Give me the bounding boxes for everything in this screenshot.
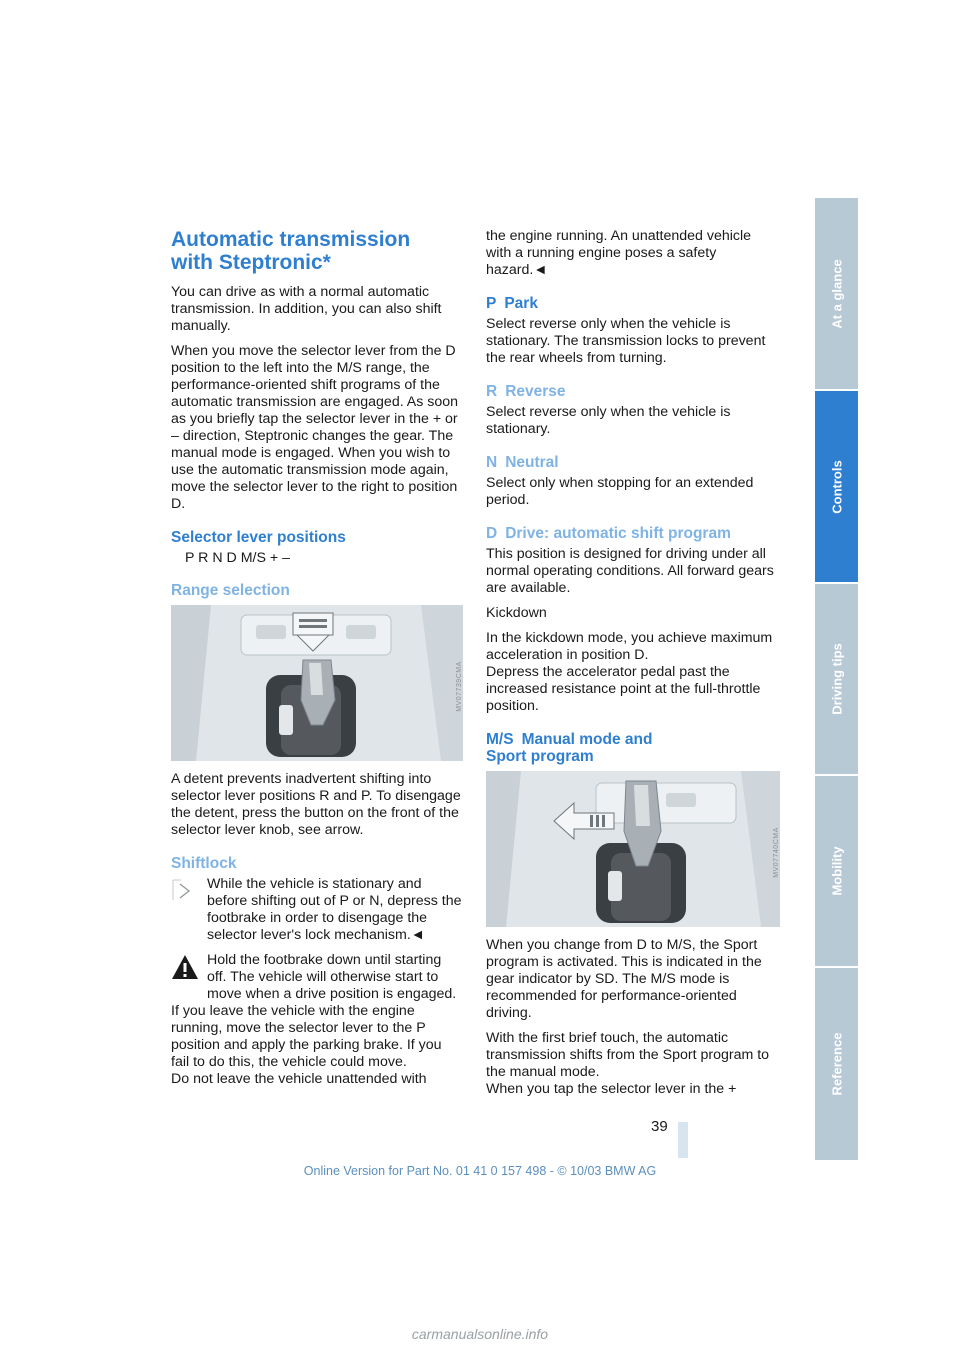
side-tab-label: Reference [829,1032,844,1096]
selector-positions-heading: Selector lever positions [171,529,346,546]
page-number: 39 [651,1118,668,1135]
range-selection-heading: Range selection [171,582,290,599]
reverse-paragraph: Select reverse only when the vehicle is stationary. [486,404,731,437]
side-tab-controls[interactable] [815,391,858,584]
side-tab-mobility[interactable] [815,776,858,968]
selector-lever-manual-illustration [486,771,780,927]
selector-description: When you move the selector lever from the D position to the left into the M/S range, the performance-oriented shift programs of the automatic transmission are engaged. As soon as you briefly tap the selector lever in the + or – direction, Steptronic changes the gear. The manual mode is engaged. When you wish to use the automatic transmission mode again, move the selector lever to the right to position D. [171,343,459,512]
photo-code: MV07739CMA [456,661,463,712]
continued-warning: the engine running. An unattended vehicle with a running engine poses a safety hazard.◄ [486,228,752,278]
manual-mode-photo [486,771,780,927]
park-heading: P Park [486,295,538,312]
side-tab-label: At a glance [829,258,844,329]
right-column [486,228,778,1106]
shiftlock-heading: Shiftlock [171,855,237,872]
drive-paragraph: This position is designed for driving under all normal operating conditions. All forward gears are available. [486,546,774,596]
warning-note: Hold the footbrake down until starting off. The vehicle will otherwise start to move when a drive position is engaged. If you leave the vehicle with the engine running, move the selector lever to the P position and apply the parking brake. If you fail to do this, the vehicle could move. Do not leave the vehicle unattended with [171,952,457,1087]
shiftlock-note: While the vehicle is stationary and before shifting out of P or N, depress the footbrake in order to disengage the selector lever's lock mechanism.◄ [171,876,463,944]
detent-paragraph: A detent prevents inadvertent shifting into selector lever positions R and P. To disengage the detent, press the button on the front of the selector lever knob, see arrow. [171,771,461,838]
page-title: Automatic transmission with Steptronic* [171,228,411,274]
reverse-heading: R Reverse [486,383,566,400]
side-tab-at-a-glance[interactable] [815,198,858,391]
watermark: carmanualsonline.info [411,1326,549,1342]
manual-mode-paragraph: When you change from D to M/S, the Sport program is activated. This is indicated in the gear indicator by SD. The M/S mode is recommended for performance-oriented driving. [486,937,762,1021]
photo-code: MV07740CMA [773,827,780,878]
kickdown-paragraph: In the kickdown mode, you achieve maximum acceleration in position D. [486,630,773,663]
side-tab-reference[interactable] [815,968,858,1162]
kickdown-label: Kickdown [486,605,547,621]
range-selection-photo [171,605,463,761]
footer-text: Online Version for Part No. 01 41 0 157 498 - © 10/03 BMW AG [303,1164,657,1178]
neutral-paragraph: Select only when stopping for an extended period. [486,475,754,508]
kickdown-paragraph-2: Depress the accelerator pedal past the increased resistance point at the full-throttle position. [486,664,761,714]
drive-heading: D Drive: automatic shift program [486,525,731,542]
left-column [171,228,463,1088]
first-touch-paragraph: With the first brief touch, the automatic transmission shifts from the Sport program to the manual mode. [486,1030,770,1080]
park-paragraph: Select reverse only when the vehicle is stationary. The transmission locks to prevent the rear wheels from turning. [486,316,766,366]
side-tab-label: Controls [829,459,844,514]
side-tab-label: Driving tips [829,643,844,715]
neutral-heading: N Neutral [486,454,559,471]
selector-positions: P R N D M/S + – [185,550,290,566]
side-tab-label: Mobility [829,846,844,896]
manual-mode-heading: M/S Manual mode and Sport program [486,731,653,765]
side-tab-driving-tips[interactable] [815,584,858,776]
page-number-bar [678,1122,688,1158]
intro-paragraph: You can drive as with a normal automatic transmission. In addition, you can also shift manually. [171,284,442,334]
note-icon [171,878,199,904]
selector-lever-illustration [171,605,463,761]
tap-selector-paragraph: When you tap the selector lever in the + [486,1081,737,1097]
warning-icon [171,954,199,980]
